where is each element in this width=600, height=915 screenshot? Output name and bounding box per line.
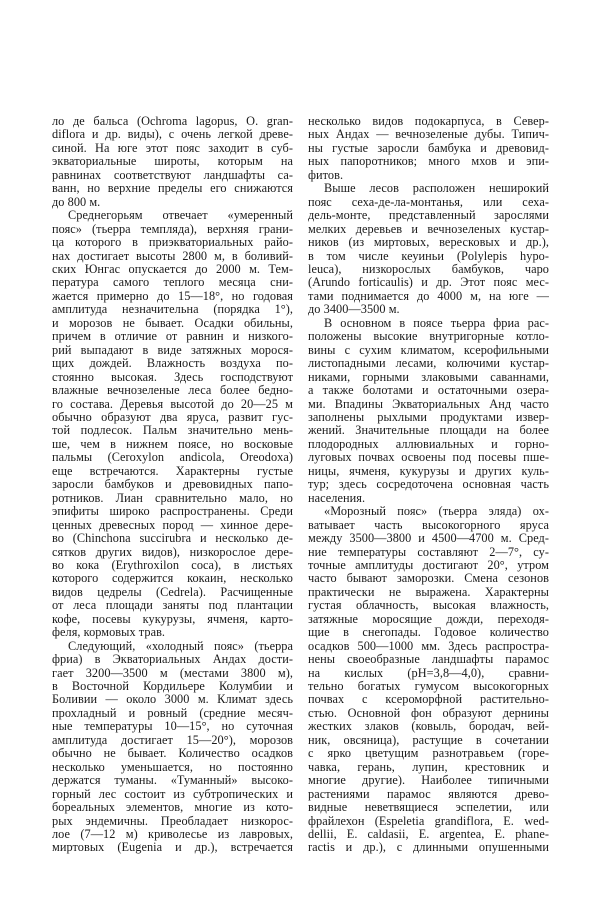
text-line: вины с сухим климатом, ксерофильными — [308, 342, 549, 357]
text-line: пература самого теплого месяца сни- — [52, 275, 293, 290]
text-line: а также болотами и остаточными озера- — [308, 383, 549, 398]
text-line: амплитуда незначительна (порядка 1°), — [52, 302, 293, 317]
text-line: между 3500—3800 и 4500—4700 м. Сред- — [308, 531, 549, 546]
text-line: тур; здесь сосредоточена основная часть — [308, 477, 549, 492]
text-line: ние температуры составляют 2—7°, су- — [308, 544, 549, 559]
text-line: затяжные моросящие дожди, переходя- — [308, 611, 549, 626]
text-line: миртовых (Eugenia и др.), встречается — [52, 840, 293, 855]
text-line: причем в отличие от равнин и низкого- — [52, 329, 293, 344]
text-line: щих дождей. Влажность воздуха по- — [52, 356, 293, 371]
text-line: ротников. Лиан сравнительно мало, но — [52, 490, 293, 505]
text-line: Следующий, «холодный пояс» (тьерра — [68, 638, 293, 653]
text-line: на кислых (pH=3,8—4,0), сравни- — [308, 665, 549, 680]
text-line: жается примерно до 15—18°, но годовая — [52, 288, 293, 303]
text-line: ло де бальса (Ochroma lagopus, O. gran- — [52, 114, 293, 128]
text-line: гает 3200—3500 м (местами 3800 м), — [52, 665, 293, 680]
left-text-column — [52, 115, 293, 855]
text-line: часто бывают заморозки. Смена сезонов — [308, 571, 549, 586]
text-line: обычно образуют два яруса, развит гус- — [52, 409, 293, 424]
text-line: луговых почвах освоены под посевы пше- — [308, 450, 549, 465]
text-line: точные амплитуды достигают 20°, утром — [308, 557, 549, 572]
text-line: Среднегорьям отвечает «умеренный — [68, 208, 293, 223]
text-line: до 800 м. — [52, 194, 101, 209]
text-line: тельно богатых гумусом высокогорных — [308, 679, 549, 694]
text-line: ных папоротников; много мхов и эпи- — [308, 154, 549, 169]
text-line: ватывает часть высокогорного яруса — [308, 517, 549, 532]
text-line: ractis и др.), с длинными опушенными — [308, 840, 549, 855]
text-line: ник, овсяница), растущие в сочетании — [308, 732, 549, 747]
text-line: ских Юнгас опускается до 2000 м. Тем- — [52, 261, 293, 276]
text-line: заполнены рыхлыми продуктами извер- — [308, 409, 549, 424]
text-line: экваториальные широты, которым на — [52, 154, 293, 169]
text-line: сятков других видов), низкорослое дере- — [52, 544, 293, 559]
text-line: и морозов не бывает. Осадки обильны, — [52, 315, 293, 330]
text-line: с ярко цветущим разнотравьем (горе- — [308, 746, 549, 761]
text-line: нены своеобразные ландшафты парамос — [308, 652, 549, 667]
text-line: (Arundo forticaulis) и др. Этот пояс мес- — [308, 275, 549, 290]
text-line: стью. Основной фон образуют дернины — [308, 705, 549, 720]
text-line: «Морозный пояс» (тьерра эляда) ох- — [324, 504, 549, 519]
text-line: ных Андах — вечнозеленые дубы. Типич- — [308, 127, 549, 142]
text-line: дель-монте, представленный зарослями — [308, 208, 549, 223]
text-line: щие в снегопады. Годовое количество — [308, 625, 549, 640]
text-line: leuca), низкорослых бамбуков, чаро — [308, 261, 549, 276]
text-line: кофе, посевы кукурузы, ячменя, карто- — [52, 611, 293, 626]
text-line: чавка, герань, лупин, крестовник и — [308, 759, 549, 774]
text-line: многие другие). Наиболее типичными — [308, 773, 549, 788]
text-line: ца которого в приэкваториальных райо- — [52, 235, 293, 250]
text-line: еще встречаются. Характерны густые — [52, 463, 293, 478]
right-text-column — [308, 115, 549, 855]
text-line: густая облачность, высокая влажность, — [308, 598, 549, 613]
text-line: во кока (Erythroxilon coca), в листьях — [52, 557, 293, 572]
text-line: нах достигает высоты 2800 м, в боливий- — [52, 248, 293, 263]
text-line: ников (из миртовых, вересковых и др.), — [308, 235, 549, 250]
text-line: видные неветвящиеся эспелетии, или — [308, 800, 549, 815]
text-line: ше, чем в нижнем поясе, но восковые — [52, 436, 293, 451]
text-line: Выше лесов расположен неширокий — [324, 181, 549, 196]
text-line: ные температуры 10—15°, но суточная — [52, 719, 293, 734]
text-line: в Восточной Кордильере Колумбии и — [52, 679, 293, 694]
text-line: фрайлехон (Espeletia grandiflora, E. wed- — [308, 813, 549, 828]
text-line: обычно не бывает. Количество осадков — [52, 746, 293, 761]
text-line: ми. Впадины Экваториальных Анд часто — [308, 396, 549, 411]
text-line: го состава. Деревья высотой до 20—25 м — [52, 396, 293, 411]
text-line: несколько уменьшается, но постоянно — [52, 759, 293, 774]
text-line: осадков 500—1000 мм. Здесь распростра- — [308, 638, 549, 653]
text-line: равнинах соответствуют ландшафты са- — [52, 167, 293, 182]
text-line: Боливии — около 3000 м. Климат здесь — [52, 692, 293, 707]
text-line: прохладный и ровный (средние месяч- — [52, 705, 293, 720]
text-line: населения. — [308, 490, 366, 505]
text-line: жестких злаков (ковыль, бородач, вей- — [308, 719, 549, 734]
text-line: которого содержится кокаин, несколько — [52, 571, 293, 586]
text-line: влажные вечнозеленые леса более бедно- — [52, 383, 293, 398]
text-line: ны густые заросли бамбука и древовид- — [308, 140, 549, 155]
text-line: феля, кормовых трав. — [52, 625, 166, 640]
text-line: плодородных аллювиальных и горно- — [308, 436, 549, 451]
text-line: держатся туманы. «Туманный» высоко- — [52, 773, 293, 788]
text-line: несколько видов подокарпуса, в Север- — [308, 114, 549, 128]
text-line: В основном в поясе тьерра фриа рас- — [324, 315, 549, 330]
text-line: тами поднимается до 4000 м, на юге — — [308, 288, 549, 303]
text-line: положены высокие внутригорные котло- — [308, 329, 549, 344]
text-line: пальмы (Ceroxylon andicola, Oreodoxa) — [52, 450, 293, 465]
text-line: ницы, ячменя, кукурузы и других куль- — [308, 463, 549, 478]
text-line: diflora и др. виды), с очень легкой древе- — [52, 127, 293, 142]
text-line: почвах с ксероморфной растительно- — [308, 692, 549, 707]
text-line: видов цедрелы (Cedrela). Расчищенные — [52, 584, 293, 599]
text-line: растениями парамос являются древо- — [308, 786, 549, 801]
text-line: ванн, но верхние пределы его снижаются — [52, 181, 293, 196]
text-line: той подлесок. Пальм значительно мень- — [52, 423, 293, 438]
text-line: синой. На юге этот пояс заходит в суб- — [52, 140, 293, 155]
text-line: фитов. — [308, 167, 344, 182]
text-line: лое (7—12 м) криволесье из лавровых, — [52, 827, 293, 842]
text-line: заросли бамбуков и древовидных папо- — [52, 477, 293, 492]
text-line: пояс сеха-де-ла-монтанья, или сеха- — [308, 194, 549, 209]
text-line: мелких деревьев и вечнозеленых кустар- — [308, 221, 549, 236]
text-line: ценных древесных пород — хинное дере- — [52, 517, 293, 532]
text-line: в том числе кеуиньи (Polylepis hypo- — [308, 248, 549, 263]
text-line: до 3400—3500 м. — [308, 302, 400, 317]
text-line: бореальных элементов, многие из кото- — [52, 800, 293, 815]
text-line: пояс» (тьерра темпляда), верхняя грани- — [52, 221, 293, 236]
text-line: dellii, E. caldasii, E. argentea, E. phane- — [308, 827, 549, 842]
text-line: эпифиты широко распространены. Среди — [52, 504, 293, 519]
text-line: практически не выражена. Характерны — [308, 584, 549, 599]
text-line: никами, горными злаковыми саваннами, — [308, 369, 549, 384]
text-line: листопадными лесами, колючими кустар- — [308, 356, 549, 371]
text-line: жений. Значительные площади на более — [308, 423, 549, 438]
text-line: амплитуда достигает 15—20°), морозов — [52, 732, 293, 747]
text-line: рий выпадают в виде затяжных морося- — [52, 342, 293, 357]
text-line: от леса площади заняты под плантации — [52, 598, 293, 613]
text-line: фриа) в Экваториальных Андах дости- — [52, 652, 293, 667]
text-line: рых эндемичны. Преобладает низкорос- — [52, 813, 293, 828]
text-line: стоянно высокая. Здесь господствуют — [52, 369, 293, 384]
text-line: во (Chinchona succirubra и несколько де- — [52, 531, 293, 546]
text-line: горный лес состоит из субтропических и — [52, 786, 293, 801]
